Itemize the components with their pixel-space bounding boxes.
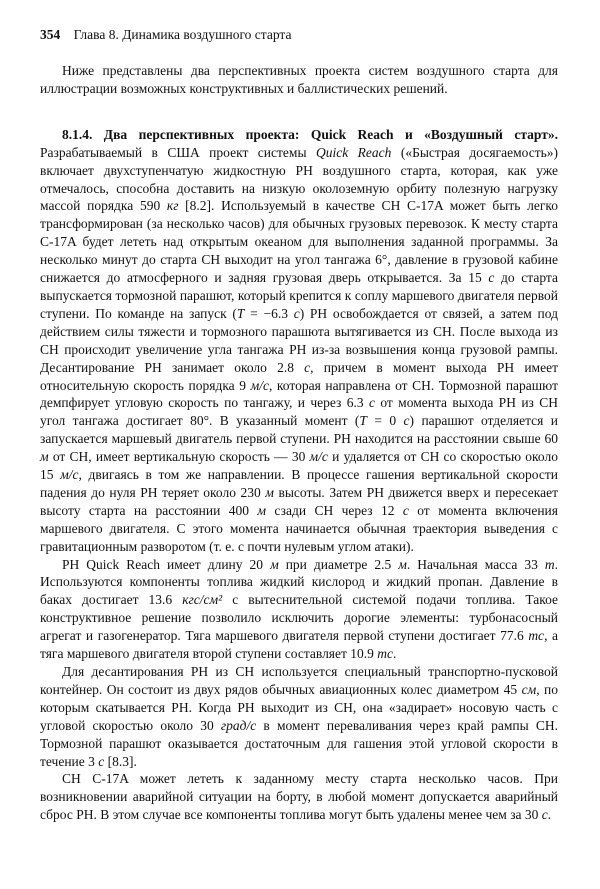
text-run: от СН, имеет вертикальную скорость — 30: [48, 449, 310, 465]
italic-run: с: [98, 753, 105, 769]
text-run: . Используются компоненты топлива жидкий кислород и жидкий пропан. Давление в баках достигает 13.6: [40, 556, 558, 608]
text-run: [8.2]. Используемый в качестве СН C-17A может быть легко трансформирован (за несколько часов) для обычных грузовых перевозок. К месту старта C-17A будет лететь над открытым океаном для выполнения заданной программы. За несколько минут до старта СН выходит на угол тангажа 6°, давление в грузовой кабине снижается до атмосферного и задняя грузовая дверь открывается. За 15: [40, 198, 558, 286]
italic-run: т: [544, 556, 555, 572]
text-run: сзади СН через 12: [265, 502, 403, 518]
italic-run: кгс/см²: [182, 592, 223, 608]
section-paragraph-1: [40, 126, 558, 556]
italic-run: град/с: [220, 717, 257, 733]
text-run: , двигаясь в том же направлении. В процессе гашения вертикальной скорости падения до нуля РН теряет около 230: [40, 467, 558, 500]
italic-run: с: [293, 305, 300, 321]
text-run: СН C-17A может лететь к заданному месту старта несколько часов. При возникновении аварийной ситуации на борту, в любой момент допускается аварийный сброс РН. В этом случае все компоненты топлива могут быть удалены менее чем за 30: [40, 771, 558, 823]
text-run: Разрабатываемый в США проект системы: [40, 144, 316, 160]
text-run: .: [547, 807, 552, 823]
text-run: , причем в момент выхода РН имеет относительную скорость порядка 9: [40, 359, 558, 393]
text-run: от момента включения маршевого двигателя. С этого момента начинается обычная траектория выведения с гравитационным разворотом (т. е. с почти нулевым углом атаки).: [40, 502, 558, 554]
text-run: от момента выхода РН из СН угол тангажа достигает 80°. В указанный момент (: [40, 395, 558, 429]
text-run: = −6.3: [244, 305, 294, 321]
italic-run: с: [541, 807, 548, 823]
italic-run: м: [265, 484, 274, 500]
italic-run: м: [257, 502, 266, 518]
text-run: ) РН освобождается от связей, а затем под действием силы тяжести и тормозного парашюта вытягивается из СН. После выхода из СН происходит увеличение угла тангажа РН из-за возвышения конца грузовой рампы. Десантирование РН занимает около 2.8: [40, 305, 558, 375]
italic-run: тс: [528, 628, 545, 644]
text-run: до старта выпускается тормозной парашют, который крепится к соплу маршевого двигателя первой ступени. По команде на запуск (: [40, 270, 558, 321]
text-run: в момент переваливания через край рампы СН. Тормозной парашют оказывается достаточным для гашения этой угловой скорости в течение 3: [40, 717, 558, 769]
text-run: Для десантирования РН из СН используется специальный транспортно-пусковой контейнер. Он состоит из двух рядов обычных авиационных колес диаметром 45: [40, 664, 558, 697]
text-run: .: [393, 646, 397, 662]
section-paragraph-4: [40, 770, 558, 824]
text-run: при диаметре 2.5: [278, 556, 399, 572]
text-run: с вытеснительной системой подачи топлива. Такое конструктивное решение позволило исключить дорогие элементы: турбонасосный агрегат и газогенератор. Тяга маршевого двигателя первой ступени достигает 77.6: [40, 592, 559, 644]
chapter-title: Глава 8. Динамика воздушного старта: [73, 27, 292, 42]
section-paragraph-2: [40, 556, 558, 663]
italic-run: кг: [166, 198, 179, 214]
text-run: («Быстрая досягаемость») включает двухступенчатую жидкостную РН воздушного старта, которая, как уже отмечалось, способна доставить на низкую околоземную орбиту полезную нагрузку массой порядка 590: [40, 144, 558, 214]
section-paragraph-3: [40, 663, 558, 770]
italic-run: м/с: [60, 467, 79, 483]
text-run: и удаляется от СН со скоростью около 15: [40, 449, 558, 483]
italic-run: м: [270, 556, 279, 572]
text-run: . Начальная масса 33: [406, 556, 545, 572]
italic-run: тс: [377, 646, 394, 662]
text-run: = 0: [366, 413, 404, 429]
text-run: [8.3].: [104, 753, 137, 769]
section-heading: 8.1.4. Два перспективных проекта: Quick Reach и «Воздушный старт».: [62, 126, 558, 142]
italic-run: с: [403, 413, 410, 429]
italic-run: с: [304, 359, 311, 375]
paragraph-1-text: [40, 145, 558, 554]
page-number: 354: [40, 27, 61, 42]
italic-run: м: [398, 556, 407, 572]
italic-run: с: [368, 395, 375, 411]
italic-run: T: [359, 413, 367, 429]
text-run: РН Quick Reach имеет длину 20: [62, 556, 271, 572]
italic-run: T: [236, 305, 245, 321]
text-run: , по которым скатывается РН. Когда РН выходит из СН, она «задирает» носовую часть с угловой скоростью около 30: [40, 681, 558, 733]
italic-run: с: [402, 502, 409, 518]
italic-run: м: [40, 449, 49, 465]
intro-paragraph: Ниже представлены два перспективных проекта систем воздушного старта для иллюстрации возможных конструктивных и баллистических решений.: [40, 63, 558, 96]
text-run: , которая направлена от СН. Тормозной парашют демпфирует угловую скорость по тангажу, и через 6.3: [40, 377, 558, 411]
text-run: , а тяга маршевого двигателя второй ступени составляет 10.9: [40, 628, 558, 662]
text-run: ) парашют отделяется и запускается маршевый двигатель первой ступени. РН находится на расстоянии свыше 60: [40, 413, 559, 447]
italic-run: см: [521, 681, 537, 697]
italic-run: Quick Reach: [315, 144, 392, 160]
italic-run: с: [488, 270, 495, 286]
italic-run: м/с: [309, 449, 328, 465]
text-run: высоты. Затем РН движется вверх и пересекает высоту старта на расстоянии 400: [40, 484, 558, 518]
italic-run: м/с: [250, 377, 269, 393]
running-header: [40, 27, 558, 43]
page-body: [40, 62, 558, 824]
